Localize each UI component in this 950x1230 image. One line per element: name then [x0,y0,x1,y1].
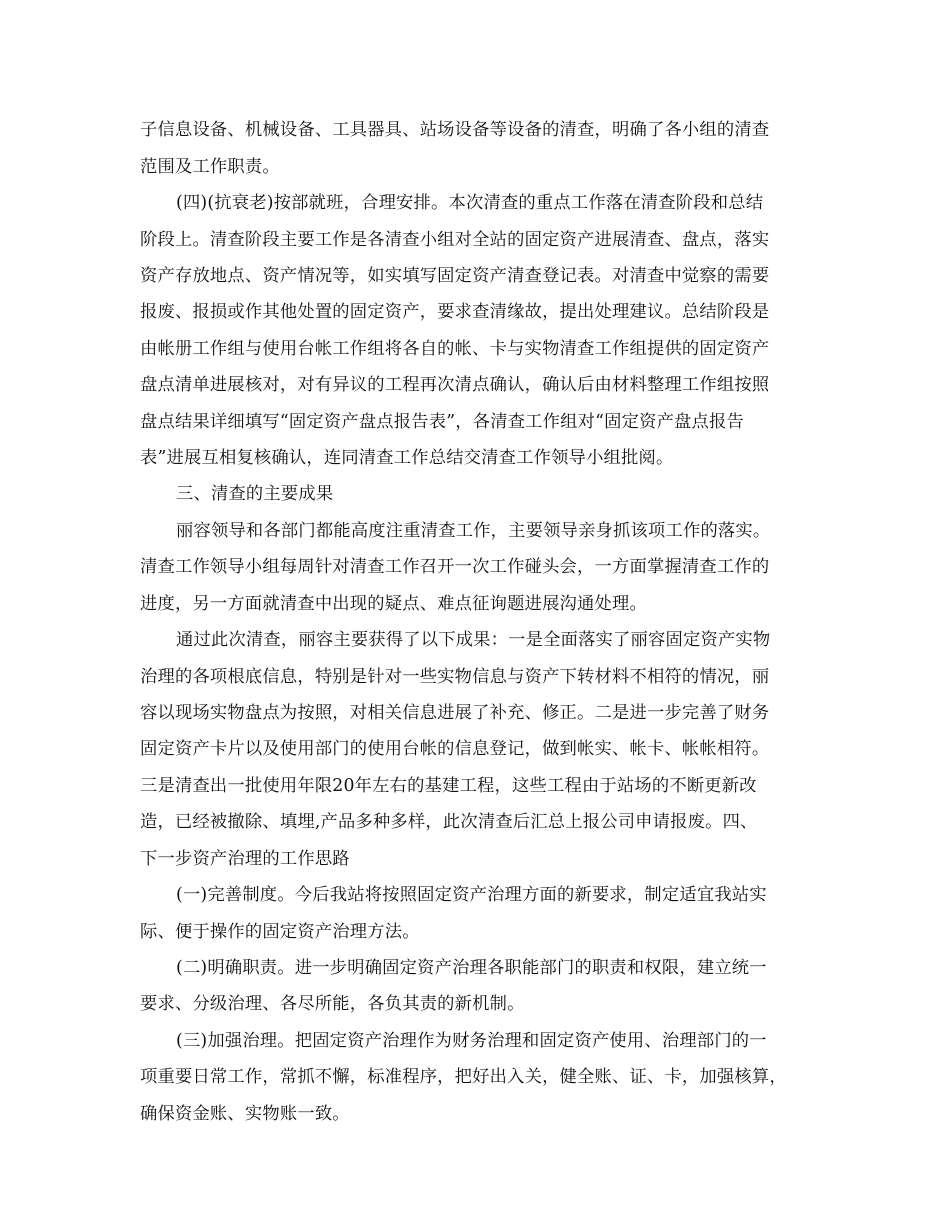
text-line: 固定资产卡片以及使用部门的使用台帐的信息登记，做到帐实、帐卡、帐帐相符。 [140,739,770,759]
text-line: 进度，另一方面就清查中出现的疑点、难点征询题进展沟通处理。 [140,594,647,614]
text-line: 盘点清单进展核对，对有异议的工程再次清点确认，确认后由材料整理工作组按照 [140,375,770,395]
text-line: 际、便于操作的固定资产治理方法。 [140,922,420,942]
text-line: (一)完善制度。今后我站将按照固定资产治理方面的新要求，制定适宜我站实 [176,885,767,905]
text-line: 治理的各项根底信息，特别是针对一些实物信息与资产下转材料不相符的情况，丽 [140,667,770,687]
text-line: (三)加强治理。把固定资产治理作为财务治理和固定资产使用、治理部门的一 [176,1031,767,1051]
text-line: 范围及工作职责。 [140,157,280,177]
text-line: 丽容领导和各部门都能高度注重清查工作，主要领导亲身抓该项工作的落实。 [176,521,771,541]
text-line: 阶段上。清查阶段主要工作是各清查小组对全站的固定资产进展清查、盘点，落实 [140,230,770,250]
text-line: 报废、报损或作其他处置的固定资产，要求查清缘故，提出处理建议。总结阶段是 [140,302,770,322]
text-line: 通过此次清查，丽容主要获得了以下成果：一是全面落实了丽容固定资产实物 [176,630,771,650]
text-line: 造，已经被撤除、填埋,产品多种多样，此次清查后汇总上报公司申请报废。四、 [140,812,758,832]
text-line: 子信息设备、机械设备、工具器具、站场设备等设备的清查，明确了各小组的清查 [140,120,770,140]
text-line: (二)明确职责。进一步明确固定资产治理各职能部门的职责和权限，建立统一 [176,958,767,978]
text-line: 下一步资产治理的工作思路 [140,849,350,869]
text-line: 容以现场实物盘点为按照，对相关信息进展了补充、修正。二是进一步完善了财务 [140,703,770,723]
text-line: 清查工作领导小组每周针对清查工作召开一次工作碰头会，一方面掌握清查工作的 [140,557,770,577]
text-line: 盘点结果详细填写“固定资产盘点报告表”，各清查工作组对“固定资产盘点报告 [140,412,744,432]
text-line: 由帐册工作组与使用台帐工作组将各自的帐、卡与实物清查工作组提供的固定资产 [140,339,770,359]
text-line: 要求、分级治理、各尽所能，各负其责的新机制。 [140,994,525,1014]
section-heading: 三、清查的主要成果 [176,484,334,504]
text-line: 确保资金账、实物账一致。 [140,1104,350,1124]
text-line: 表”进展互相复核确认，连同清查工作总结交清查工作领导小组批阅。 [140,448,674,468]
text-line: 资产存放地点、资产情况等，如实填写固定资产清查登记表。对清查中觉察的需要 [140,266,770,286]
text-line: 项重要日常工作，常抓不懈，标准程序，把好出入关，健全账、证、卡，加强核算， [140,1067,787,1087]
text-line: 三是清查出一批使用年限20年左右的基建工程，这些工程由于站场的不断更新改 [140,776,757,796]
text-line: (四)(抗衰老)按部就班，合理安排。本次清查的重点工作落在清查阶段和总结 [176,193,764,213]
